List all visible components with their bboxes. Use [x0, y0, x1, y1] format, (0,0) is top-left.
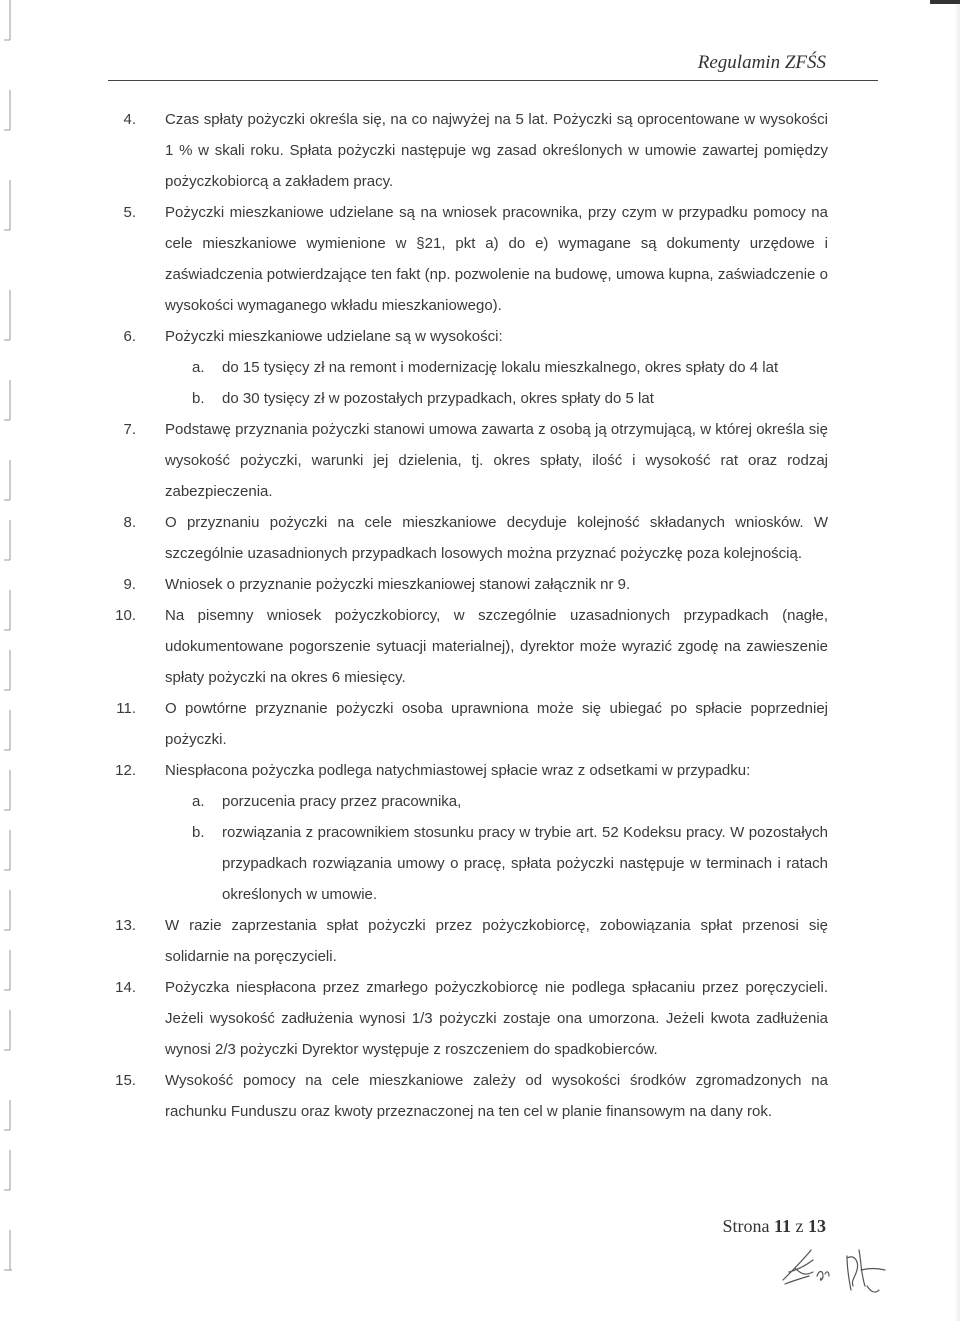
- page-total: 13: [808, 1216, 826, 1236]
- item-text: W razie zaprzestania spłat pożyczki przez pożyczkobiorcę, zobowiązania spłat przenosi się solidarnie na poręczycieli.: [165, 917, 828, 965]
- list-item: [110, 1065, 828, 1127]
- item-text: Wniosek o przyznanie pożyczki mieszkaniowej stanowi załącznik nr 9.: [165, 576, 631, 593]
- item-number: 8.: [123, 514, 136, 531]
- list-item: [110, 755, 828, 910]
- item-number: 14.: [115, 979, 136, 996]
- sub-item-text: do 15 tysięcy zł na remont i modernizację lokalu mieszkalnego, okres spłaty do 4 lat: [222, 359, 779, 376]
- document-body: [110, 104, 828, 1127]
- item-number: 10.: [115, 607, 136, 624]
- list-item: [110, 321, 828, 414]
- page-separator: z: [795, 1216, 804, 1236]
- list-item: [110, 414, 828, 507]
- list-item: [110, 600, 828, 693]
- item-number: 11.: [116, 700, 136, 717]
- item-text: Czas spłaty pożyczki określa się, na co najwyżej na 5 lat. Pożyczki są oprocentowane w wysokości 1 % w skali roku. Spłata pożyczki następuje wg zasad określonych w umowie zawartej pomiędzy pożyczkobiorcą a zakładem pracy.: [165, 111, 828, 190]
- item-number: 5.: [123, 204, 136, 221]
- item-text: O powtórne przyznanie pożyczki osoba uprawniona może się ubiegać po spłacie poprzedniej pożyczki.: [165, 700, 828, 748]
- item-number: 12.: [115, 762, 136, 779]
- page-label: Strona: [722, 1216, 770, 1236]
- scan-border-marks: [0, 0, 18, 1321]
- sub-item-letter: b.: [192, 390, 205, 407]
- item-text: Pożyczki mieszkaniowe udzielane są na wniosek pracownika, przy czym w przypadku pomocy na cele mieszkaniowe wymienione w §21, pkt a) do e) wymagane są dokumenty urzędowe i zaświadczenia potwierdzające ten fakt (np. pozwolenie na budowę, umowa kupna, zaświadczenie o wysokości wymaganego wkładu mieszkaniowego).: [165, 204, 828, 314]
- sub-item-letter: b.: [192, 824, 205, 841]
- handwritten-signatures: [775, 1240, 895, 1300]
- item-number: 15.: [115, 1072, 136, 1089]
- sub-item: [165, 383, 828, 414]
- sub-item-text: rozwiązania z pracownikiem stosunku pracy w trybie art. 52 Kodeksu pracy. W pozostałych przypadkach rozwiązania umowy o pracę, spłata pożyczki następuje w terminach i ratach określonych w umowie.: [222, 824, 828, 903]
- header-title: Regulamin ZFŚS: [697, 52, 826, 73]
- item-number: 4.: [123, 111, 136, 128]
- item-text: Pożyczki mieszkaniowe udzielane są w wysokości:: [165, 328, 503, 345]
- item-text: Wysokość pomocy na cele mieszkaniowe zależy od wysokości środków zgromadzonych na rachunku Funduszu oraz kwoty przeznaczonej na ten cel w planie finansowym na dany rok.: [165, 1072, 828, 1120]
- item-number: 13.: [115, 917, 136, 934]
- list-item: [110, 507, 828, 569]
- item-number: 6.: [123, 328, 136, 345]
- page-current: 11: [773, 1216, 791, 1236]
- item-number: 9.: [123, 576, 136, 593]
- item-number: 7.: [123, 421, 136, 438]
- item-text: Niespłacona pożyczka podlega natychmiastowej spłacie wraz z odsetkami w przypadku:: [165, 762, 751, 779]
- item-text: Pożyczka niespłacona przez zmarłego pożyczkobiorcę nie podlega spłacaniu przez poręczycieli. Jeżeli wysokość zadłużenia wynosi 1/3 pożyczki zostaje ona umorzona. Jeżeli kwota zadłużenia wynosi 2/3 pożyczki Dyrektor występuje z roszczeniem do spadkobierców.: [165, 979, 828, 1058]
- list-item: [110, 693, 828, 755]
- scan-edge: [954, 0, 960, 1321]
- list-item: [110, 104, 828, 197]
- sub-item-text: porzucenia pracy przez pracownika,: [222, 793, 462, 810]
- sub-item-letter: a.: [192, 359, 205, 376]
- sub-item-letter: a.: [192, 793, 205, 810]
- sub-item: [165, 817, 828, 910]
- sub-item-text: do 30 tysięcy zł w pozostałych przypadkach, okres spłaty do 5 lat: [222, 390, 654, 407]
- header-rule: [108, 80, 878, 81]
- scan-corner-mark: [930, 0, 960, 4]
- sub-item: [165, 786, 828, 817]
- item-text: Na pisemny wniosek pożyczkobiorcy, w szczególnie uzasadnionych przypadkach (nagłe, udokumentowane pogorszenie sytuacji materialnej), dyrektor może wyrazić zgodę na zawieszenie spłaty pożyczki na okres 6 miesięcy.: [165, 607, 828, 686]
- list-item: [110, 910, 828, 972]
- item-text: Podstawę przyznania pożyczki stanowi umowa zawarta z osobą ją otrzymującą, w której określa się wysokość pożyczki, warunki jej dzielenia, tj. okres spłaty, ilość i wysokość rat oraz rodzaj zabezpieczenia.: [165, 421, 828, 500]
- sub-item: [165, 352, 828, 383]
- list-item: [110, 197, 828, 321]
- list-item: [110, 569, 828, 600]
- page-number: [722, 1216, 826, 1237]
- item-text: O przyznaniu pożyczki na cele mieszkaniowe decyduje kolejność składanych wniosków. W szczególnie uzasadnionych przypadkach losowych można przyznać pożyczkę poza kolejnością.: [165, 514, 828, 562]
- list-item: [110, 972, 828, 1065]
